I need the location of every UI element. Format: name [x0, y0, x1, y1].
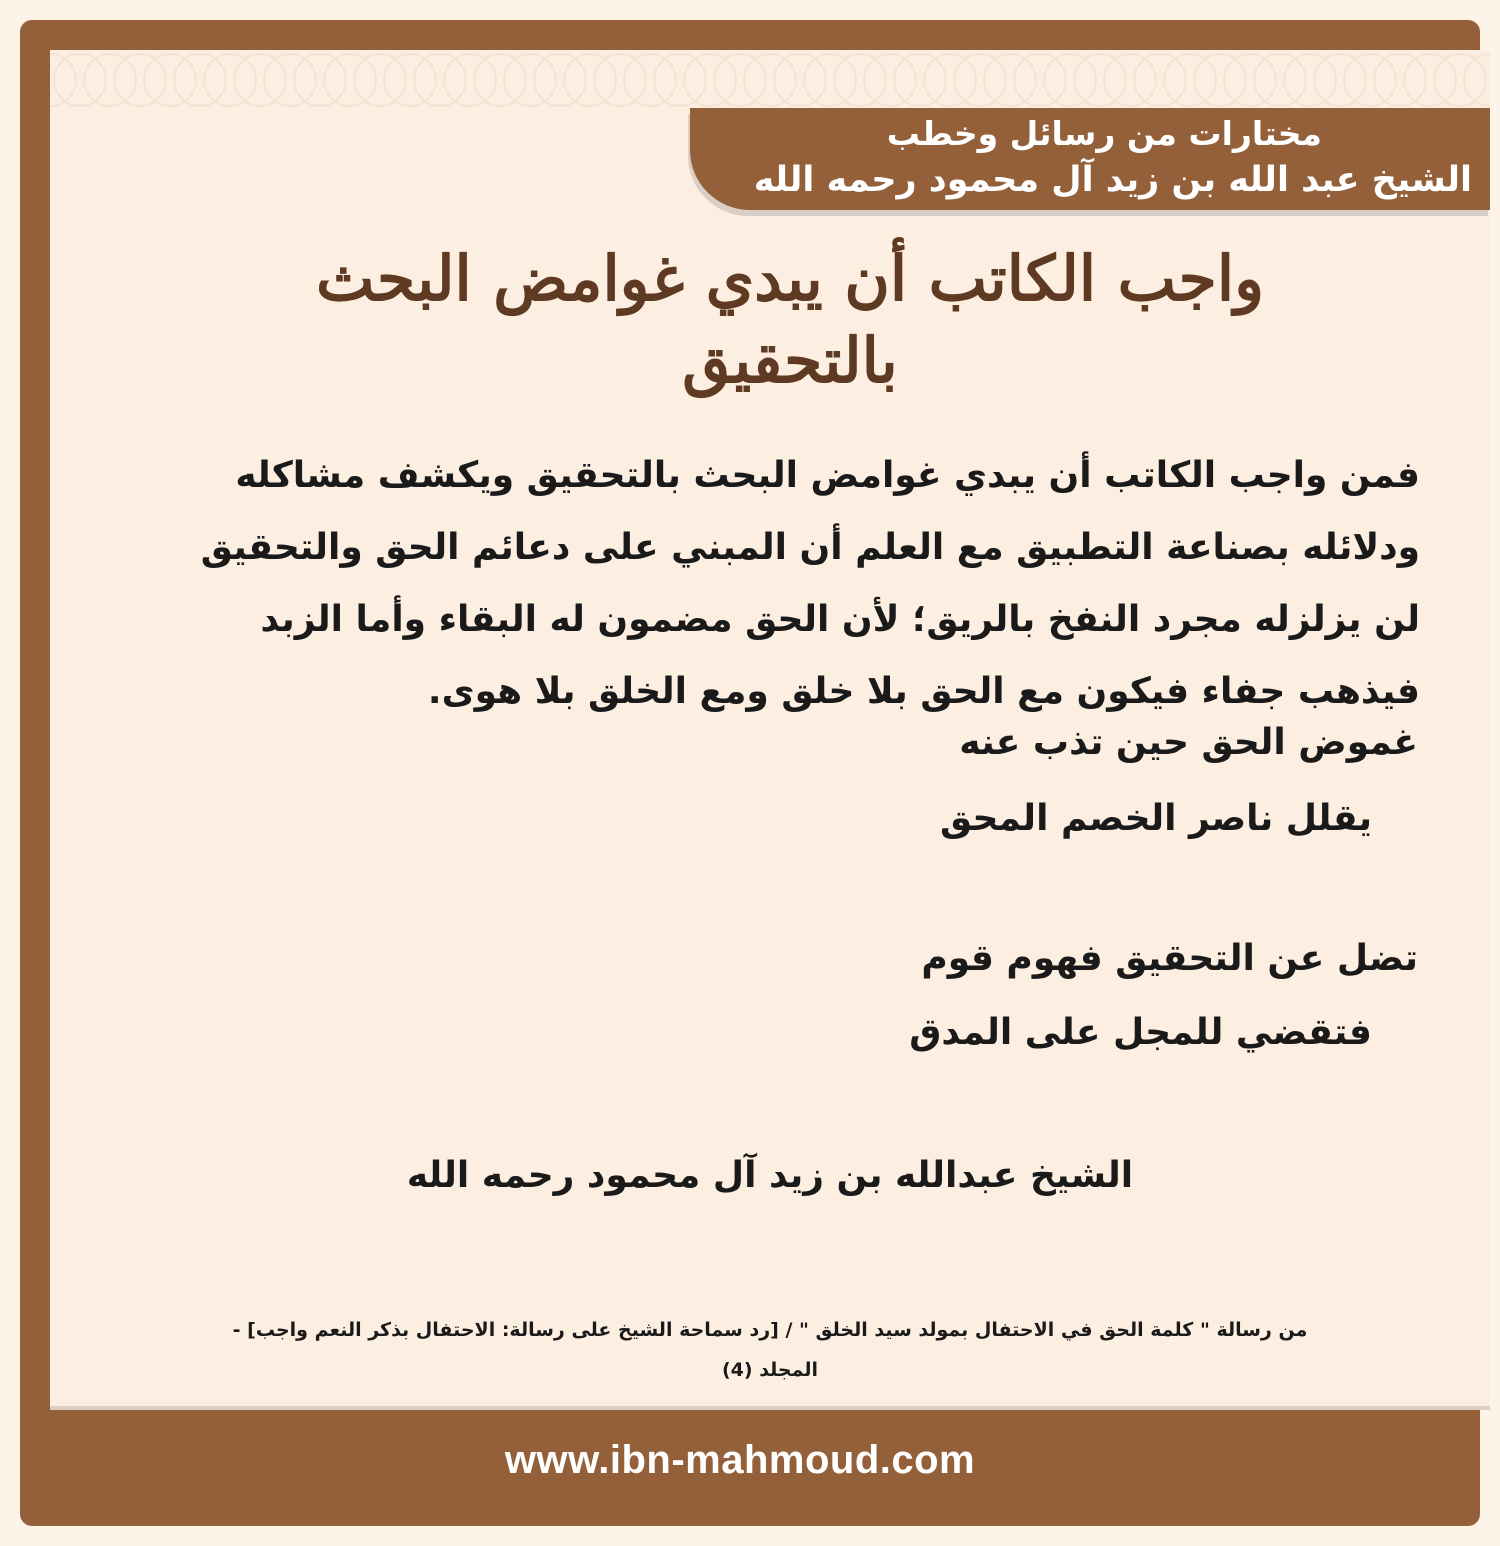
source-citation-line-2: المجلد (4): [721, 1359, 819, 1381]
author-signature: الشيخ عبدالله بن زيد آل محمود رحمه الله: [406, 1155, 1134, 1196]
page-frame: [20, 20, 1480, 1526]
author-name-header: الشيخ عبد الله بن زيد آل محمود رحمه الله: [753, 160, 1472, 200]
decorative-pattern: [50, 50, 1490, 110]
website-url[interactable]: www.ibn-mahmoud.com: [504, 1438, 976, 1482]
source-citation-line-1: من رسالة " كلمة الحق في الاحتفال بمولد سيد الخلق " / [رد سماحة الشيخ على رسالة: الاحتفال بذكر النعم واجب] -: [232, 1319, 1308, 1341]
source-citation: [150, 1310, 1390, 1390]
article-paragraph: فمن واجب الكاتب أن يبدي غوامض البحث بالتحقيق ويكشف مشاكله ودلائله بصناعة التطبيق مع العلم أن المبني على دعائم الحق والتحقيق لن يزلزله مجرد النفخ بالريق؛ لأن الحق مضمون له البقاء وأما الزبد فيذهب جفاء فيكون مع الحق بلا خلق ومع الخلق بلا هوى.: [200, 455, 1420, 712]
poem-verse-2-first: تضل عن التحقيق فهوم قوم: [921, 938, 1418, 979]
poem-verse-2-second: فتقضي للمجل على المدق: [909, 1012, 1372, 1053]
series-title: مختارات من رسائل وخطب: [886, 114, 1322, 153]
header-banner: [690, 108, 1490, 210]
poem-verse-1-second: يقلل ناصر الخصم المحق: [940, 798, 1372, 839]
article-title: واجب الكاتب أن يبدي غوامض البحث بالتحقيق: [315, 242, 1265, 397]
content-panel: [50, 50, 1490, 1410]
divider: [50, 1406, 1490, 1410]
poem-verse-1-first: غموض الحق حين تذب عنه: [959, 722, 1418, 763]
